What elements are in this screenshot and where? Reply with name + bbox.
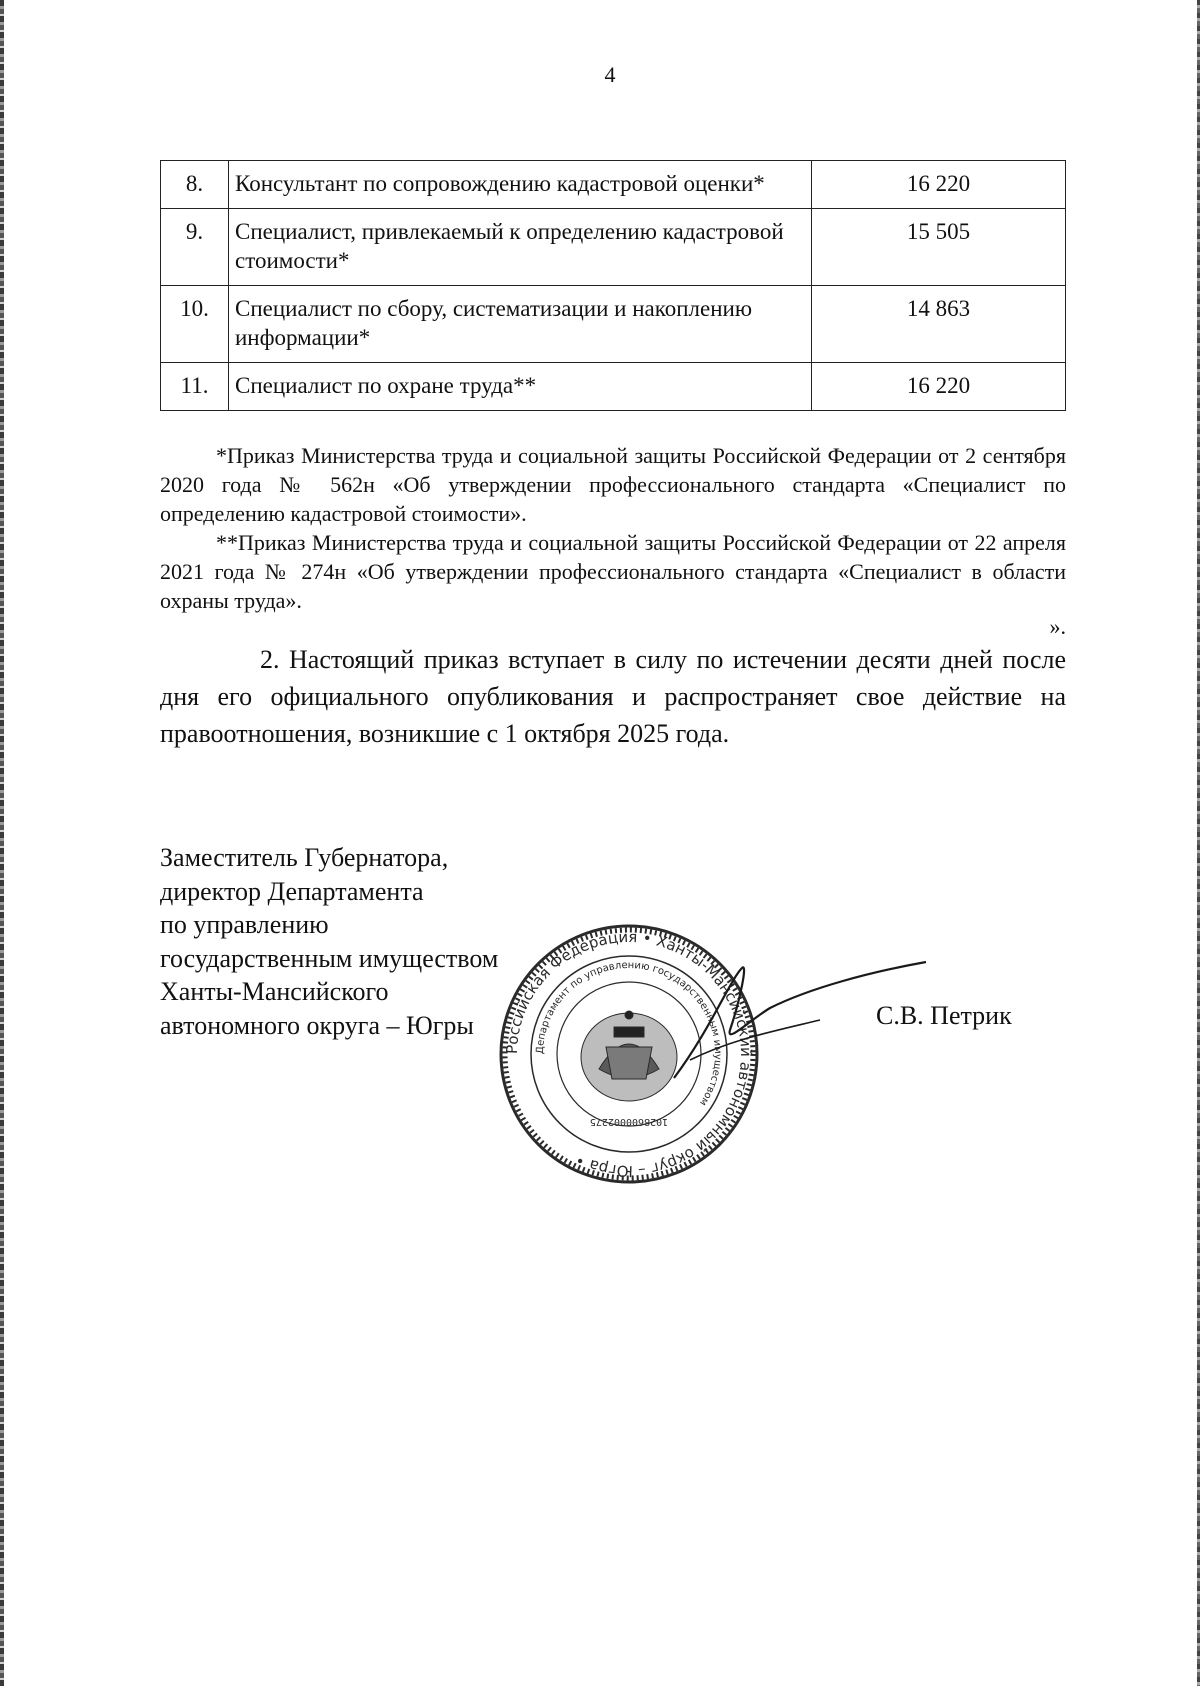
scan-left-edge [0,0,4,1686]
footnote-2: **Приказ Министерства труда и социальной защиты Российской Федерации от 22 апреля 2021 года № 274н «Об утверждении профессионального стандарта «Специалист в области охраны труда». [160,530,1066,613]
signer-title-line: по управлению [160,910,329,940]
salary-value: 15 505 [812,209,1066,286]
position-name: Специалист по сбору, систематизации и накоплению информации* [229,286,812,363]
table-row [161,209,1066,286]
table-row [161,286,1066,363]
position-name: Специалист, привлекаемый к определению кадастровой стоимости* [229,209,812,286]
seal-outer-text: Российская Федерация • Ханты-Мансийский автономный округ – Югра • [502,927,756,1181]
position-name: Специалист по охране труда** [229,363,812,411]
signer-title-line: автономного округа – Югры [160,1010,474,1040]
salary-value: 16 220 [812,363,1066,411]
seal-inner-text: Департамент по управлению государственным имуществом [534,959,724,1108]
salary-value: 14 863 [812,286,1066,363]
positions-table [160,160,1066,411]
row-number: 11. [161,363,229,411]
footnotes [160,441,1066,615]
signer-title-line: Заместитель Губернатора, [160,843,449,872]
signer-title-line: директор Департамента [160,876,424,906]
table-row [161,363,1066,411]
footnote-1: *Приказ Министерства труда и социальной защиты Российской Федерации от 2 сентября 2020 года № 562н «Об утверждении профессионального стандарта «Специалист по определению кадастровой стоимости». [160,443,1066,526]
row-number: 9. [161,209,229,286]
signer-name: С.В. Петрик [876,1001,1012,1030]
signer-title-line: Ханты-Мансийского [160,977,389,1007]
signer-title-line: государственным имуществом [160,943,499,973]
page-number: 4 [604,62,616,87]
closing-quote: ». [1049,614,1066,639]
seal-number-text: 1028600002275 [589,1116,669,1127]
signer-title [160,841,498,1043]
row-number: 8. [161,161,229,209]
coat-of-arms-icon [581,1011,677,1101]
position-name: Консультант по сопровождению кадастровой оценки* [229,161,812,209]
salary-value: 16 220 [812,161,1066,209]
row-number: 10. [161,286,229,363]
table-row [161,161,1066,209]
paragraph-2: 2. Настоящий приказ вступает в силу по истечении десяти дней после дня его официального опубликования и распространяет свое действие на правоотношения, возникшие с 1 октября 2025 года. [160,645,1066,748]
